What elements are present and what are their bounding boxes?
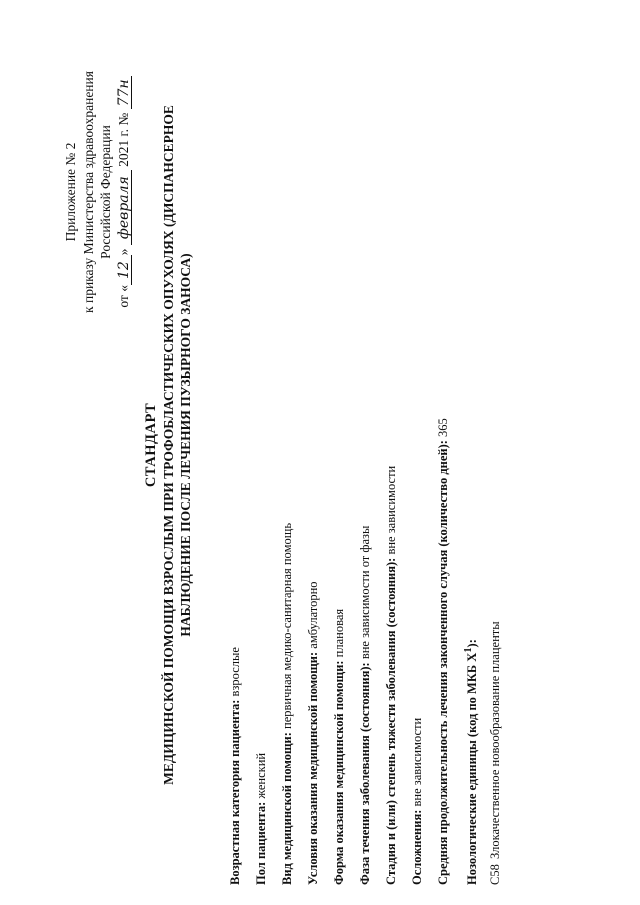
appendix-order-ref: к приказу Министерства здравоохранения (80, 71, 96, 313)
title-heading: СТАНДАРТ (143, 402, 159, 488)
title-line-2: НАБЛЮДЕНИЕ ПОСЛЕ ЛЕЧЕНИЯ ПУЗЫРНОГО ЗАНОСА) (178, 253, 193, 637)
handwritten-day: 12 (117, 255, 132, 285)
handwritten-order-number: 77н (117, 76, 132, 109)
footnote-marker: 1 (463, 647, 474, 653)
icd-name: Злокачественное новообразование плаценты (488, 621, 502, 859)
nosology-code-row (488, 25, 514, 885)
handwritten-month: февраля (117, 170, 132, 245)
field-complications: Осложнения: вне зависимости (410, 717, 424, 885)
appendix-block (62, 27, 132, 357)
field-care-type: Вид медицинской помощи: первичная медико-санитарная помощь (280, 522, 294, 885)
field-disease-phase: Фаза течения заболевания (состояния): вне зависимости от фазы (358, 525, 372, 885)
appendix-number: Приложение № 2 (63, 142, 78, 242)
icd-code: C58 (488, 864, 502, 885)
document-title (143, 65, 194, 825)
appendix-date-line (115, 27, 133, 357)
field-age-category: Возрастная категория пациента: взрослые (228, 647, 242, 885)
appendix-ministry: Российской Федерации (98, 125, 113, 259)
date-mid: » (115, 248, 131, 256)
field-duration: Средняя продолжительность лечения законченного случая (количество дней): 365 (436, 418, 450, 885)
title-line-1: МЕДИЦИНСКОЙ ПОМОЩИ ВЗРОСЛЫМ ПРИ ТРОФОБЛАСТИЧЕСКИХ ОПУХОЛЯХ (ДИСПАНСЕРНОЕ (161, 105, 176, 785)
field-care-conditions: Условия оказания медицинской помощи: амбулаторно (306, 581, 320, 885)
field-severity: Стадия и (или) степень тяжести заболевания (состояния): вне зависимости (384, 465, 398, 885)
date-year: 2021 г. № (115, 112, 131, 167)
standard-fields (228, 25, 514, 885)
field-nosology: Нозологические единицы (код по МКБ $X^1$): (463, 639, 480, 885)
field-care-form: Форма оказания медицинской помощи: плановая (332, 608, 346, 885)
field-sex: Пол пациента: женский (254, 752, 268, 885)
date-prefix: от « (115, 285, 131, 308)
